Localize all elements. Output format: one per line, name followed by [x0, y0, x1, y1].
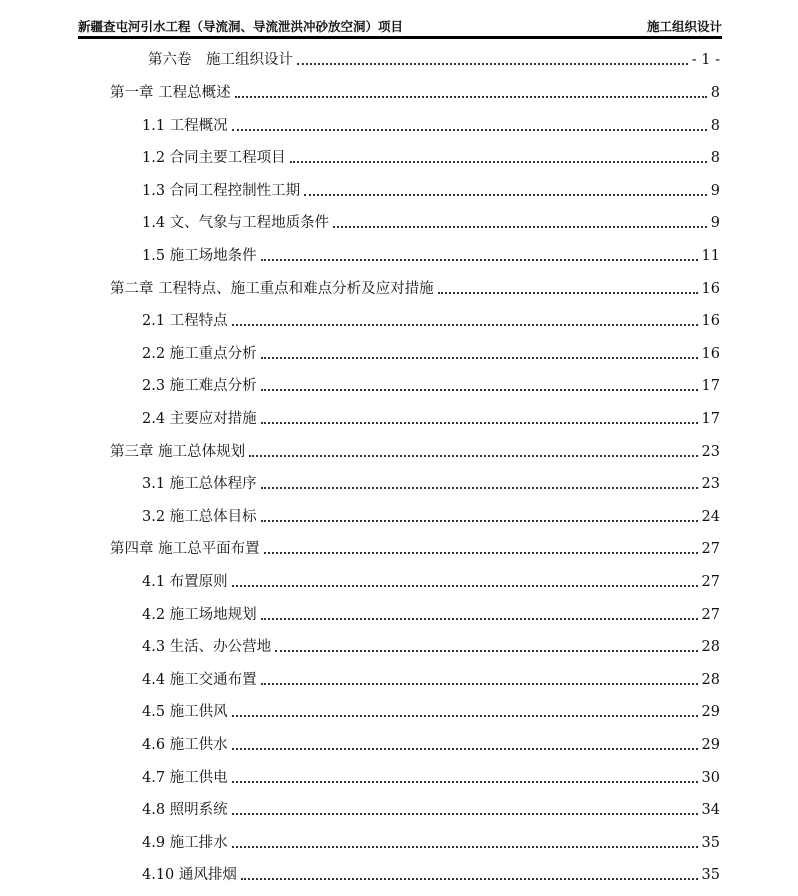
toc-entry-label: 4.1 布置原则 [142, 574, 228, 590]
toc-leader-dots [232, 780, 698, 783]
toc-entry-label: 第一章 工程总概述 [110, 85, 231, 101]
toc-entry-label: 4.10 通风排烟 [142, 867, 237, 883]
toc-section[interactable] [142, 733, 720, 757]
toc-section[interactable] [142, 374, 720, 398]
toc-entry-label: 3.1 施工总体程序 [142, 476, 257, 492]
toc-leader-dots [261, 486, 698, 489]
toc-entry-page: 8 [710, 150, 720, 166]
toc-leader-dots [249, 454, 697, 457]
toc-leader-dots [232, 584, 698, 587]
toc-entry-label: 4.8 照明系统 [142, 802, 228, 818]
toc-entry-page: 9 [710, 215, 720, 231]
toc-leader-dots [261, 617, 698, 620]
toc-section[interactable] [142, 244, 720, 268]
toc-leader-dots [232, 845, 698, 848]
toc-section[interactable] [142, 309, 720, 333]
toc-entry-label: 4.9 施工排水 [142, 835, 228, 851]
toc-leader-dots [275, 649, 697, 652]
toc-entry-label: 1.1 工程概况 [142, 118, 228, 134]
toc-section[interactable] [142, 668, 720, 692]
toc-entry-label: 4.2 施工场地规划 [142, 607, 257, 623]
toc-section[interactable] [142, 211, 720, 235]
toc-leader-dots [261, 421, 698, 424]
toc-leader-dots [232, 747, 698, 750]
toc-chapter[interactable] [110, 440, 720, 464]
toc-entry-page: 35 [701, 835, 720, 851]
toc-entry-label: 1.4 文、气象与工程地质条件 [142, 215, 330, 231]
toc-entry-page: 23 [701, 476, 720, 492]
toc-entry-page: 8 [710, 118, 720, 134]
toc-section[interactable] [142, 831, 720, 855]
toc-section[interactable] [142, 146, 720, 170]
toc-section[interactable] [142, 635, 720, 659]
toc-leader-dots [438, 291, 698, 294]
toc-leader-dots [241, 877, 698, 880]
toc-entry-page: 16 [701, 313, 720, 329]
toc-entry-label: 3.2 施工总体目标 [142, 509, 257, 525]
toc-leader-dots [235, 95, 707, 98]
toc-leader-dots [290, 160, 707, 163]
toc-leader-dots [232, 128, 707, 131]
toc-chapter[interactable] [110, 537, 720, 561]
toc-leader-dots [333, 225, 707, 228]
toc-leader-dots [232, 323, 698, 326]
toc-entry-label: 2.1 工程特点 [142, 313, 228, 329]
toc-chapter[interactable] [110, 277, 720, 301]
toc-leader-dots [232, 714, 698, 717]
toc-entry-page: 30 [701, 770, 720, 786]
toc-entry-page: 24 [701, 509, 720, 525]
toc-section[interactable] [142, 700, 720, 724]
toc-entry-page: 27 [701, 607, 720, 623]
toc-entry-page: 17 [701, 411, 720, 427]
toc-section[interactable] [142, 766, 720, 790]
toc-entry-page: 11 [701, 248, 720, 264]
toc-entry-label: 2.3 施工难点分析 [142, 378, 257, 394]
toc-entry-page: 23 [701, 444, 720, 460]
toc-leader-dots [261, 682, 698, 685]
toc-entry-page: - 1 - [691, 52, 720, 68]
toc-entry-label: 2.4 主要应对措施 [142, 411, 257, 427]
toc-section[interactable] [142, 342, 720, 366]
toc-entry-page: 27 [701, 541, 720, 557]
toc-entry-label: 第四章 施工总平面布置 [110, 541, 260, 557]
toc-section[interactable] [142, 407, 720, 431]
toc-leader-dots [261, 519, 698, 522]
toc-entry-label: 1.2 合同主要工程项目 [142, 150, 286, 166]
toc-section[interactable] [142, 472, 720, 496]
toc-entry-page: 35 [701, 867, 720, 883]
toc-entry-page: 9 [710, 183, 720, 199]
toc-entry-page: 27 [701, 574, 720, 590]
toc-section[interactable] [142, 570, 720, 594]
toc-entry-label: 第三章 施工总体规划 [110, 444, 246, 460]
toc-entry-page: 34 [701, 802, 720, 818]
header-project-title: 新疆查屯河引水工程（导流洞、导流泄洪冲砂放空洞）项目 [78, 19, 404, 34]
toc-entry-page: 28 [701, 639, 720, 655]
toc-entry-page: 29 [701, 737, 720, 753]
toc-entry-label: 4.7 施工供电 [142, 770, 228, 786]
toc-section[interactable] [142, 603, 720, 627]
toc-entry-label: 第六卷 施工组织设计 [148, 52, 293, 68]
toc-section[interactable] [142, 505, 720, 529]
toc-section[interactable] [142, 114, 720, 138]
page-header [78, 12, 722, 39]
toc-entry-page: 16 [701, 346, 720, 362]
toc-leader-dots [304, 193, 707, 196]
toc-section[interactable] [142, 798, 720, 822]
toc-leader-dots [261, 388, 698, 391]
toc-entry-label: 4.6 施工供水 [142, 737, 228, 753]
toc-leader-dots [261, 258, 698, 261]
toc-entry-label: 1.3 合同工程控制性工期 [142, 183, 301, 199]
toc-entry-page: 17 [701, 378, 720, 394]
toc-entry-label: 2.2 施工重点分析 [142, 346, 257, 362]
toc-section[interactable] [142, 179, 720, 203]
toc-entry-page: 16 [701, 281, 720, 297]
toc-section[interactable] [142, 863, 720, 887]
toc-entry-label: 4.5 施工供风 [142, 704, 228, 720]
toc-entry-label: 第二章 工程特点、施工重点和难点分析及应对措施 [110, 281, 434, 297]
toc-entry-page: 28 [701, 672, 720, 688]
toc-leader-dots [297, 62, 688, 65]
toc-entry-page: 29 [701, 704, 720, 720]
toc-leader-dots [261, 356, 698, 359]
toc-entry-page: 8 [710, 85, 720, 101]
toc-leader-dots [264, 551, 698, 554]
toc-leader-dots [232, 812, 698, 815]
toc-volume[interactable] [148, 48, 720, 72]
toc-entry-label: 4.3 生活、办公营地 [142, 639, 272, 655]
toc-entry-label: 4.4 施工交通布置 [142, 672, 257, 688]
header-section-title: 施工组织设计 [646, 19, 722, 34]
toc-chapter[interactable] [110, 81, 720, 105]
toc-entry-label: 1.5 施工场地条件 [142, 248, 257, 264]
